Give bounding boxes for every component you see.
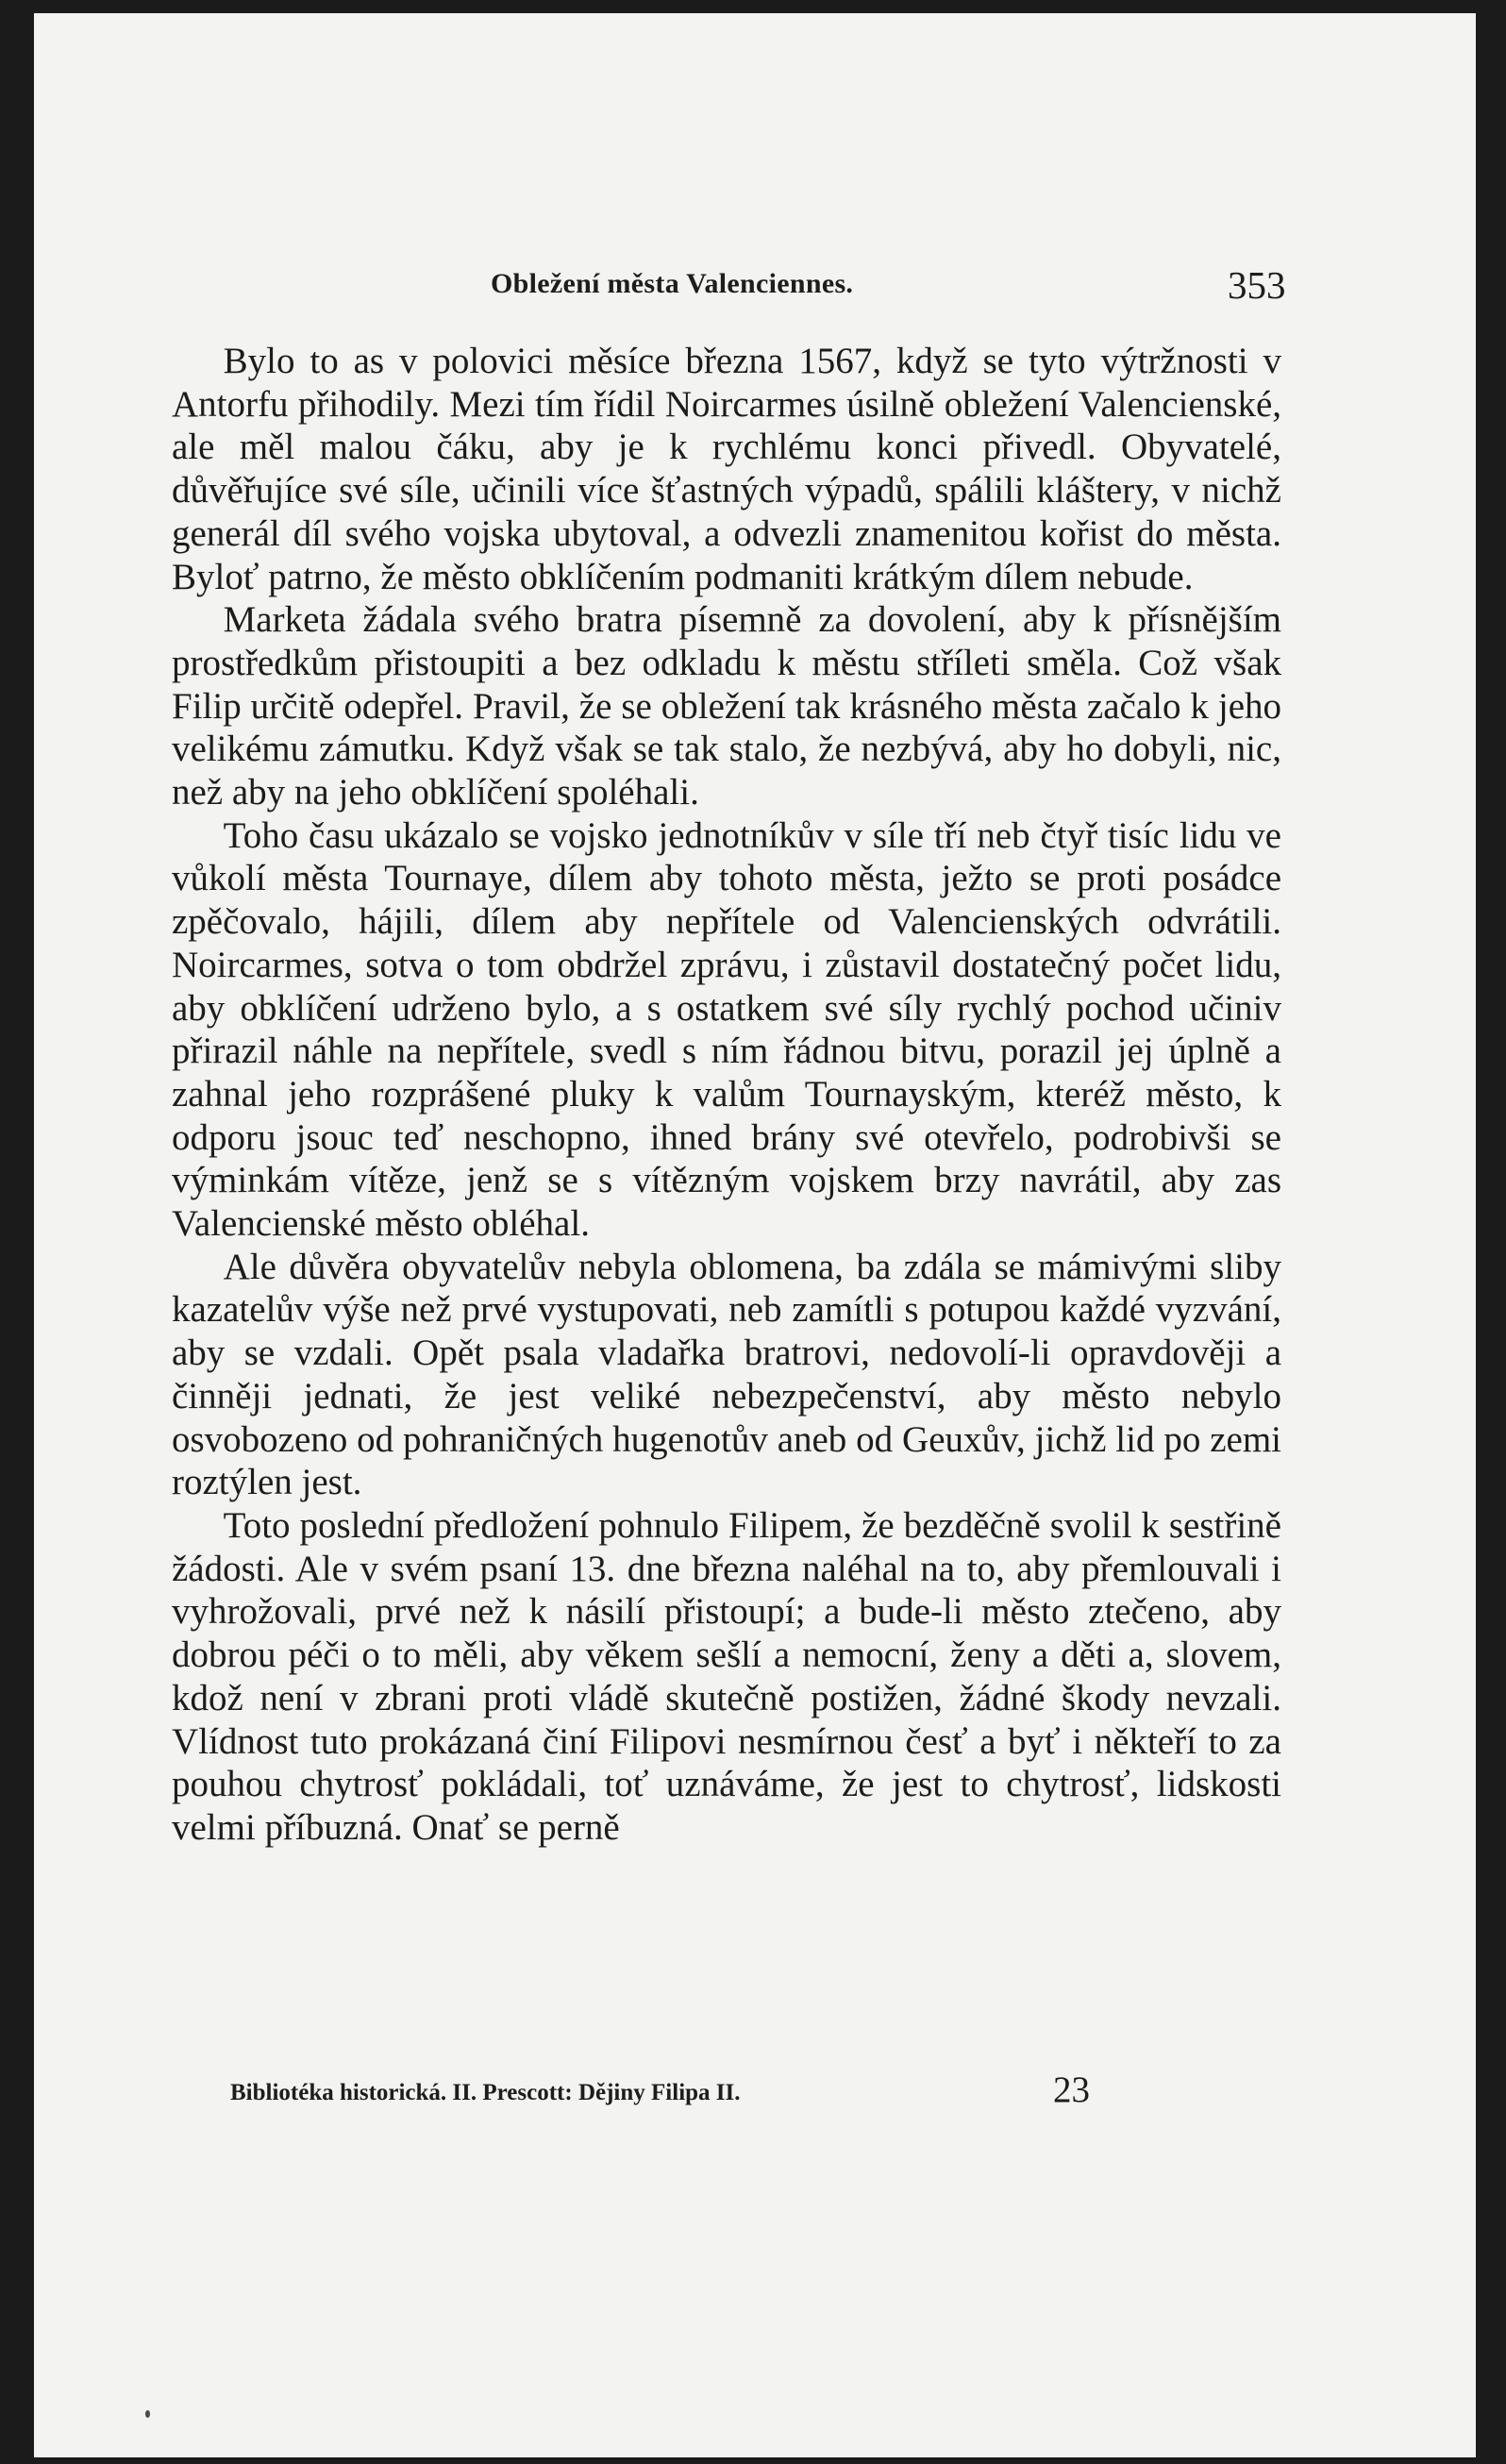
signature-line: Bibliotéka historická. II. Prescott: Dějiny Filipa II. <box>230 2080 741 2105</box>
paragraph: Toho času ukázalo se vojsko jednotníkův v síle tří neb čtyř tisíc lidu ve vůkolí města Tournaye, dílem aby tohoto města, ježto se proti posádce zpěčovalo, hájili, dílem aby nepřítele od Valencienských odvrátili. Noircarmes, sotva o tom obdržel zprávu, i zůstavil dostatečný počet lidu, aby obklíčení udrženo bylo, a s ostatkem své síly rychlý pochod učiniv přirazil náhle na nepřítele, svedl s ním řádnou bitvu, porazil jej úplně a zahnal jeho rozprášené pluky k valům Tournayským, kteréž město, k odporu jsouc teď neschopno, ihned brány své otevřelo, podrobivši se výminkám vítěze, jenž se s vítězným vojskem brzy navrátil, aby zas Valencienské město obléhal. <box>172 814 1281 1245</box>
page-number: 353 <box>1228 263 1286 307</box>
page-footer <box>230 2069 1268 2110</box>
body-text <box>172 340 1281 1850</box>
book-page <box>34 13 1476 2457</box>
running-head <box>34 260 1476 308</box>
paragraph: Ale důvěra obyvatelův nebyla oblomena, ba zdála se mámivými sliby kazatelův výše než prvé vystupovati, neb zamítli s potupou každé vyzvání, aby se vzdali. Opět psala vladařka bratrovi, nedovolí-li opravdověji a činněji jednati, že jest veliké nebezpečenství, aby město nebylo osvobozeno od pohraničných hugenotův aneb od Geuxův, jichž lid po zemi roztýlen jest. <box>172 1246 1281 1503</box>
paragraph: Toto poslední předložení pohnulo Filipem, že bezděčně svolil k sestřině žádosti. Ale v svém psaní 13. dne března naléhal na to, aby přemlouvali i vyhrožovali, prvé než k násilí přistoupí; a bude-li město ztečeno, aby dobrou péči o to měli, aby věkem sešlí a nemocní, ženy a děti a, slovem, kdož není v zbrani proti vládě skutečně postižen, žádné škody nevzali. Vlídnost tuto prokázaná činí Filipovi nesmírnou česť a byť i někteří to za pouhou chytrosť pokládali, toť uznáváme, že jest to chytrosť, lidskosti velmi příbuzná. Onať se perně <box>172 1504 1281 1848</box>
scan-speck <box>145 2410 150 2418</box>
paragraph: Bylo to as v polovici měsíce března 1567, když se tyto výtržnosti v Antorfu přihodily. Mezi tím řídil Noircarmes úsilně obležení Valencienské, ale měl malou čáku, aby je k rychlému konci přivedl. Obyvatelé, důvěřujíce své síle, učinili více šťastných výpadů, spálili kláštery, v nichž generál díl svého vojska ubytoval, a odvezli znamenitou kořist do města. Byloť patrno, že město obklíčením podmaniti krátkým dílem nebude. <box>172 341 1281 597</box>
running-title: Obležení města Valenciennes. <box>491 268 854 299</box>
paragraph: Marketa žádala svého bratra písemně za dovolení, aby k přísnějším prostředkům přistoupiti a bez odkladu k městu stříleti směla. Což však Filip určitě odepřel. Pravil, že se obležení tak krásného města začalo k jeho velikému zámutku. Když však se tak stalo, že nezbývá, aby ho dobyli, nic, než aby na jeho obklíčení spoléhali. <box>172 599 1281 813</box>
signature-mark: 23 <box>1053 2070 1090 2110</box>
